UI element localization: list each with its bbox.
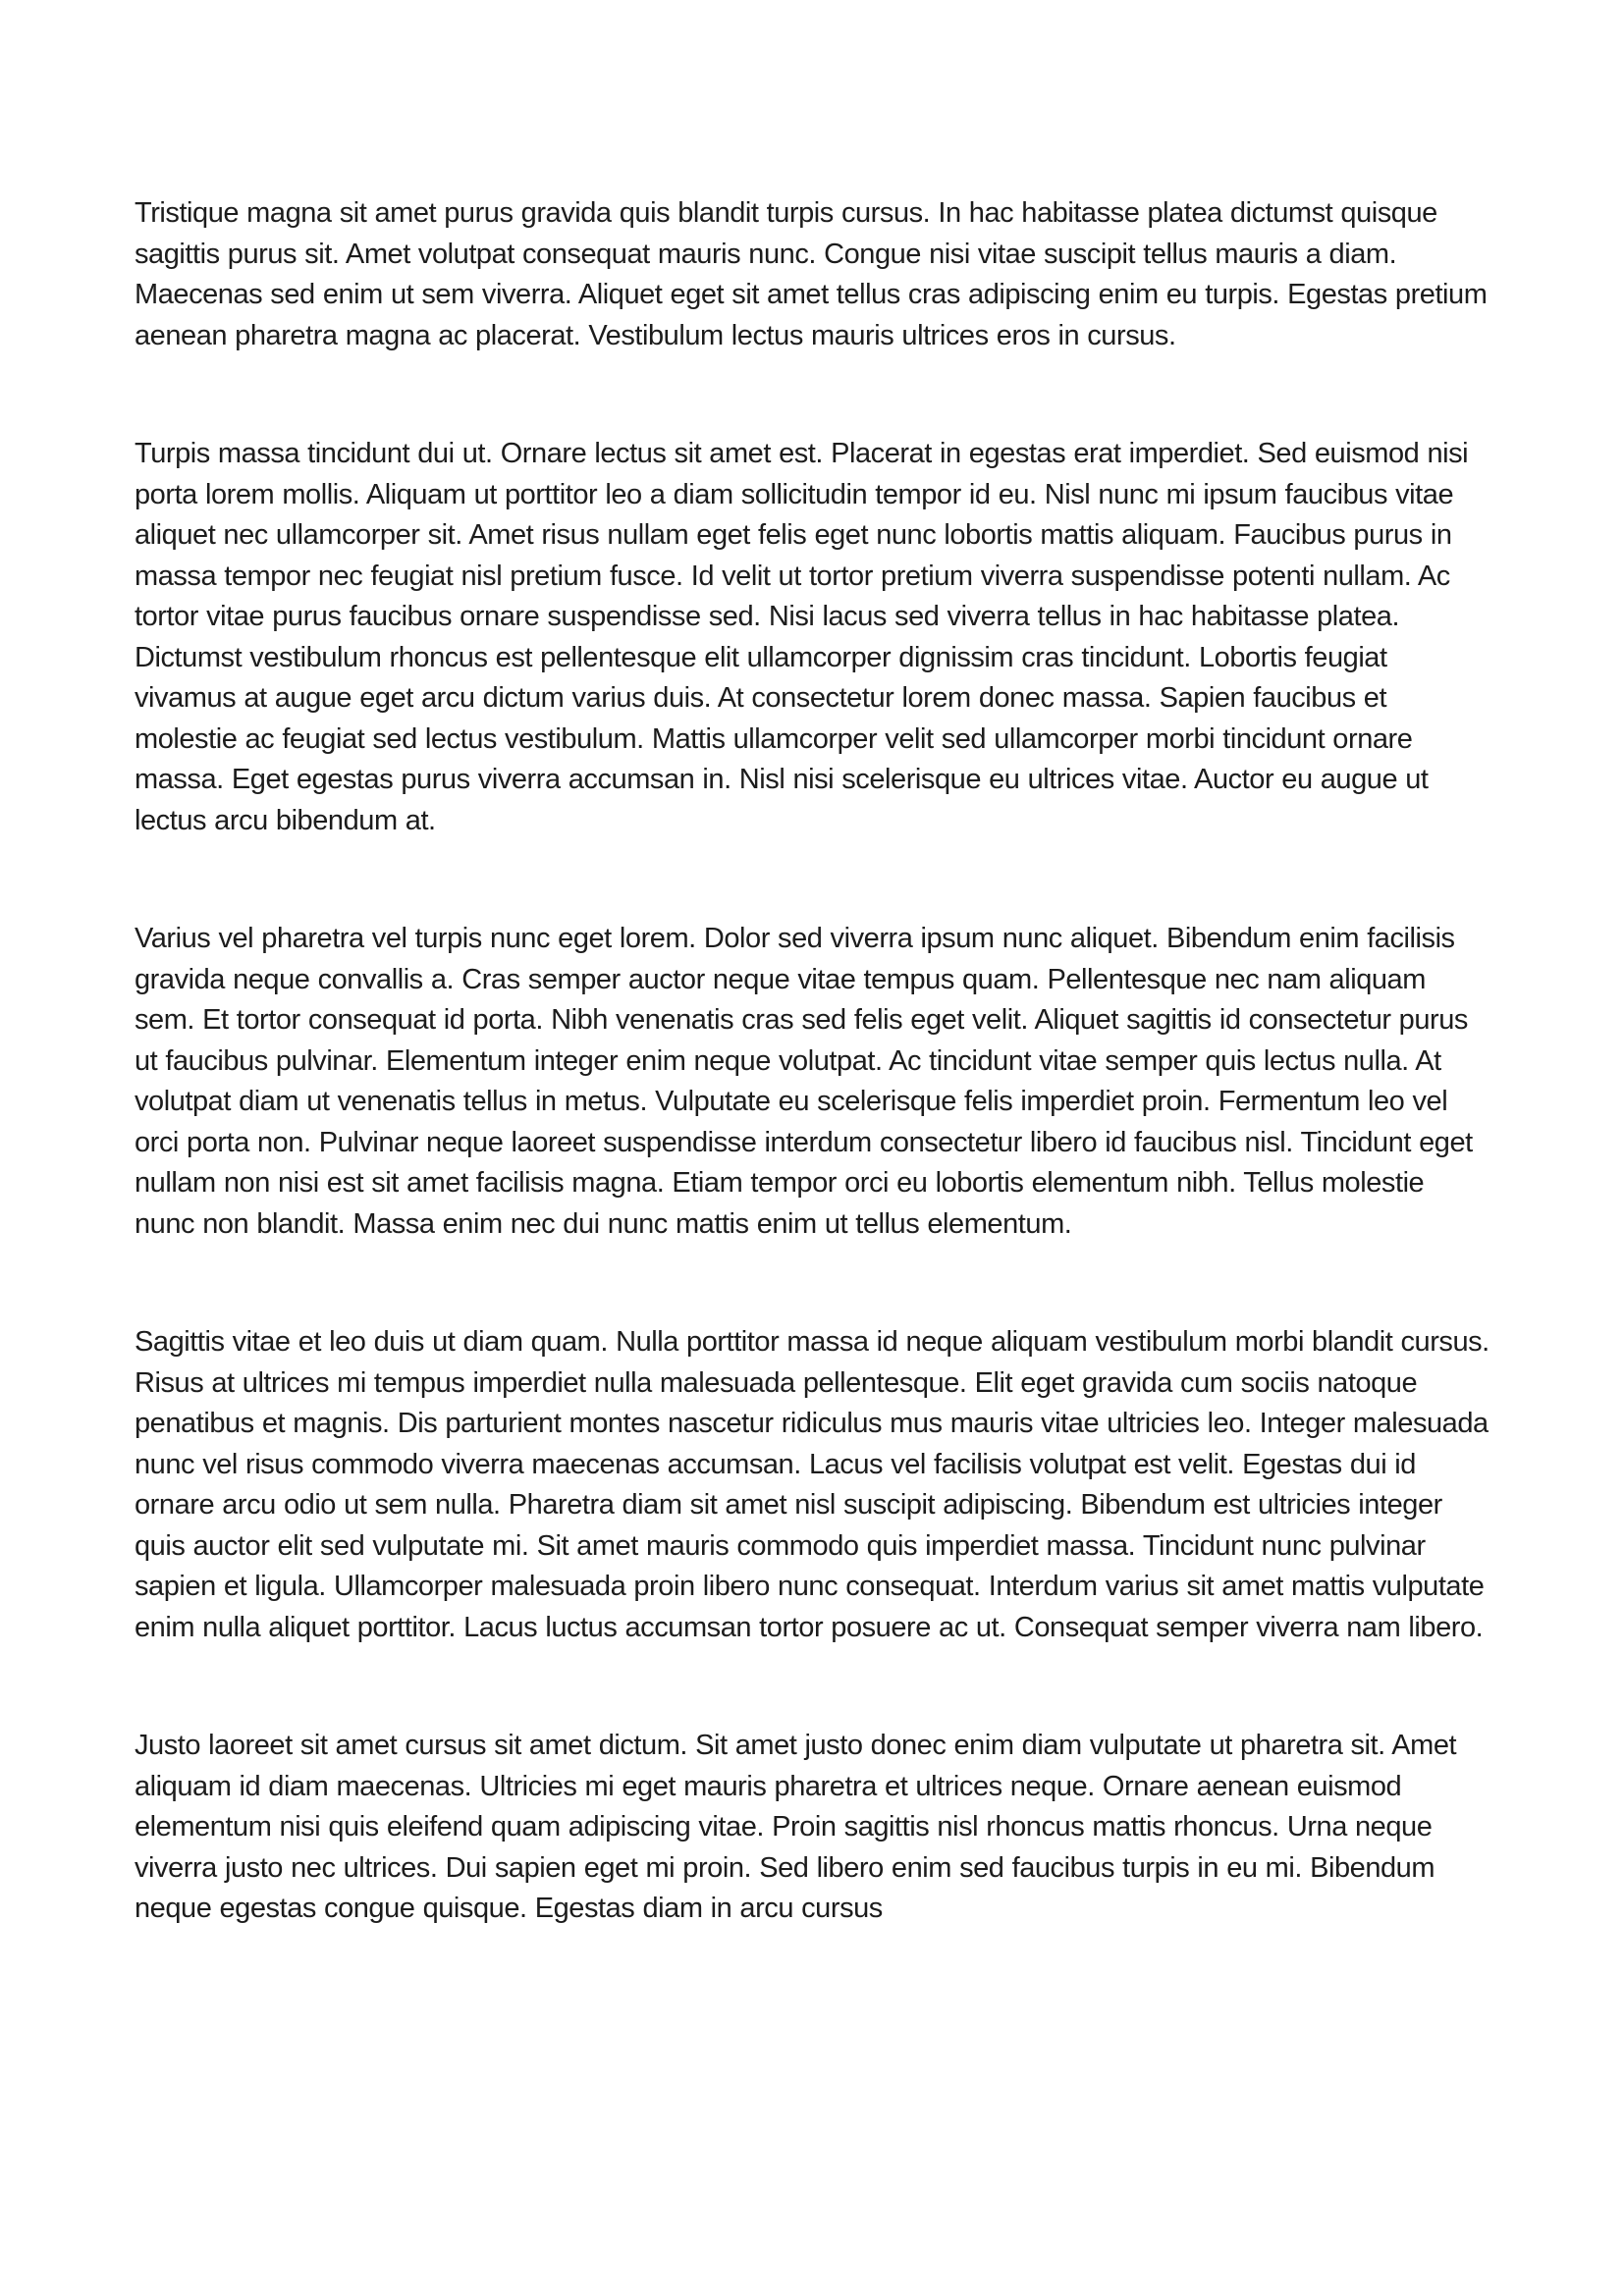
paragraph-4: Sagittis vitae et leo duis ut diam quam. Nulla porttitor massa id neque aliquam vestibulum morbi blandit cursus. Risus at ultrices mi tempus imperdiet nulla malesuada pellentesque. Elit eget gravida cum sociis natoque penatibus et magnis. Dis parturient montes nascetur ridiculus mus mauris vitae ultricies leo. Integer malesuada nunc vel risus commodo viverra maecenas accumsan. Lacus vel facilisis volutpat est velit. Egestas dui id ornare arcu odio ut sem nulla. Pharetra diam sit amet nisl suscipit adipiscing. Bibendum est ultricies integer quis auctor elit sed vulputate mi. Sit amet mauris commodo quis imperdiet massa. Tincidunt nunc pulvinar sapien et ligula. Ullamcorper malesuada proin libero nunc consequat. Interdum varius sit amet mattis vulputate enim nulla aliquet porttitor. Lacus luctus accumsan tortor posuere ac ut. Consequat semper viverra nam libero. — [135, 1326, 1489, 1643]
paragraph-1: Tristique magna sit amet purus gravida quis blandit turpis cursus. In hac habitasse platea dictumst quisque sagittis purus sit. Amet volutpat consequat mauris nunc. Congue nisi vitae suscipit tellus mauris a diam. Maecenas sed enim ut sem viverra. Aliquet eget sit amet tellus cras adipiscing enim eu turpis. Egestas pretium aenean pharetra magna ac placerat. Vestibulum lectus mauris ultrices eros in cursus. — [135, 197, 1488, 351]
paragraph-5: Justo laoreet sit amet cursus sit amet dictum. Sit amet justo donec enim diam vulputate ut pharetra sit. Amet aliquam id diam maecenas. Ultricies mi eget mauris pharetra et ultrices neque. Ornare aenean euismod elementum nisi quis eleifend quam adipiscing vitae. Proin sagittis nisl rhoncus mattis rhoncus. Urna neque viverra justo nec ultrices. Dui sapien eget mi proin. Sed libero enim sed faucibus turpis in eu mi. Bibendum neque egestas congue quisque. Egestas diam in arcu cursus — [135, 1730, 1457, 1924]
paragraph-3: Varius vel pharetra vel turpis nunc eget lorem. Dolor sed viverra ipsum nunc aliquet. Bibendum enim facilisis gravida neque convallis a. Cras semper auctor neque vitae tempus quam. Pellentesque nec nam aliquam sem. Et tortor consequat id porta. Nibh venenatis cras sed felis eget velit. Aliquet sagittis id consectetur purus ut faucibus pulvinar. Elementum integer enim neque volutpat. Ac tincidunt vitae semper quis lectus nulla. At volutpat diam ut venenatis tellus in metus. Vulputate eu scelerisque felis imperdiet proin. Fermentum leo vel orci porta non. Pulvinar neque laoreet suspendisse interdum consectetur libero id faucibus nisl. Tincidunt eget nullam non nisi est sit amet facilisis magna. Etiam tempor orci eu lobortis elementum nibh. Tellus molestie nunc non blandit. Massa enim nec dui nunc mattis enim ut tellus elementum. — [135, 923, 1473, 1240]
paragraph-2: Turpis massa tincidunt dui ut. Ornare lectus sit amet est. Placerat in egestas erat imperdiet. Sed euismod nisi porta lorem mollis. Aliquam ut porttitor leo a diam sollicitudin tempor id eu. Nisl nunc mi ipsum faucibus vitae aliquet nec ullamcorper sit. Amet risus nullam eget felis eget nunc lobortis mattis aliquam. Faucibus purus in massa tempor nec feugiat nisl pretium fusce. Id velit ut tortor pretium viverra suspendisse potenti nullam. Ac tortor vitae purus faucibus ornare suspendisse sed. Nisi lacus sed viverra tellus in hac habitasse platea. Dictumst vestibulum rhoncus est pellentesque elit ullamcorper dignissim cras tincidunt. Lobortis feugiat vivamus at augue eget arcu dictum varius duis. At consectetur lorem donec massa. Sapien faucibus et molestie ac feugiat sed lectus vestibulum. Mattis ullamcorper velit sed ullamcorper morbi tincidunt ornare massa. Eget egestas purus viverra accumsan in. Nisl nisi scelerisque eu ultrices vitae. Auctor eu augue ut lectus arcu bibendum at. — [135, 438, 1469, 836]
document-body — [135, 193, 1491, 1930]
